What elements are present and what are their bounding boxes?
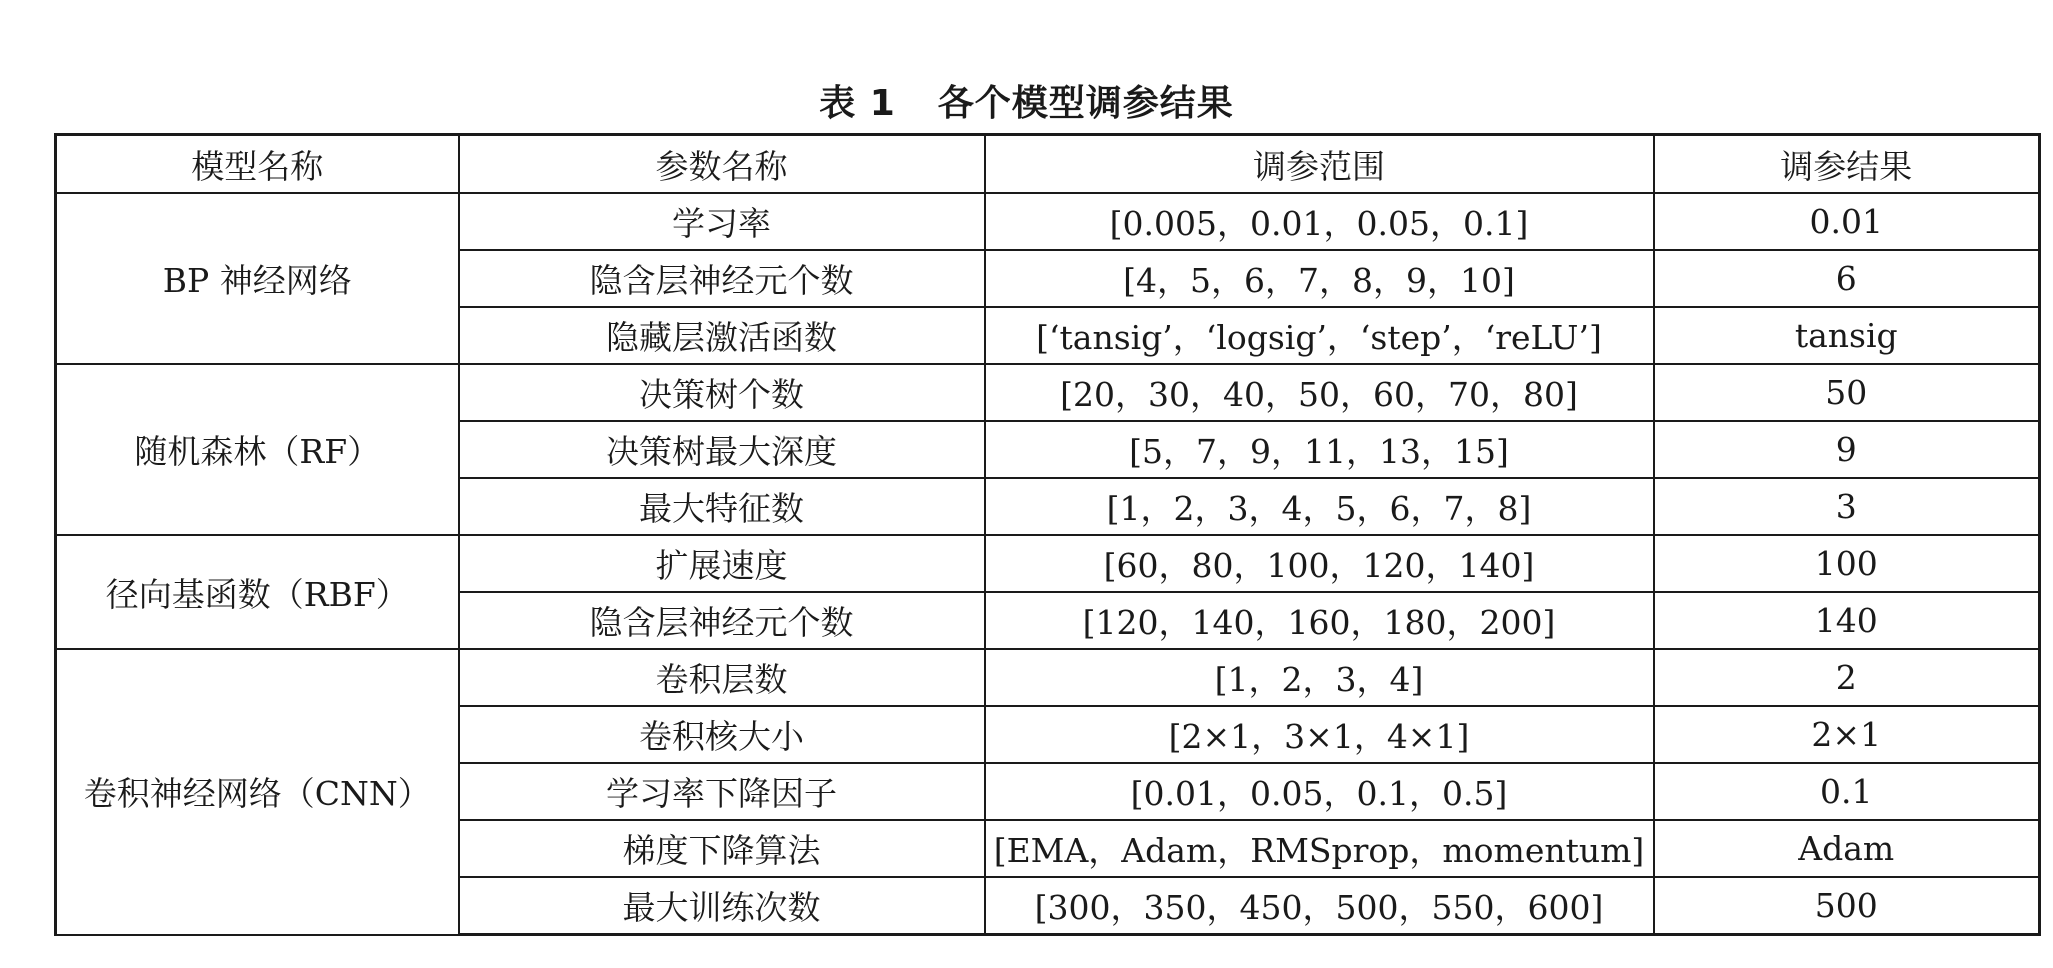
param-name-cell: 隐含层神经元个数 [459,592,985,649]
header-param-name: 参数名称 [459,135,985,194]
range-cell: [300，350，450，500，550，600] [985,877,1654,935]
result-cell: 2 [1654,649,2040,706]
header-model-name: 模型名称 [56,135,459,194]
result-cell: 9 [1654,421,2040,478]
param-name-cell: 卷积层数 [459,649,985,706]
range-cell: [4，5，6，7，8，9，10] [985,250,1654,307]
range-cell: [0.01，0.05，0.1，0.5] [985,763,1654,820]
range-cell: [1，2，3，4] [985,649,1654,706]
result-cell: 500 [1654,877,2040,935]
header-tuning-result: 调参结果 [1654,135,2040,194]
param-name-cell: 卷积核大小 [459,706,985,763]
result-cell: 0.01 [1654,193,2040,250]
table-row [56,649,2040,706]
table-number: 表 1 [819,83,896,124]
table-title: 各个模型调参结果 [937,83,1234,124]
result-cell: 6 [1654,250,2040,307]
header-tuning-range: 调参范围 [985,135,1654,194]
table-row [56,193,2040,250]
range-cell: [5，7，9，11，13，15] [985,421,1654,478]
param-name-cell: 决策树个数 [459,364,985,421]
result-cell: 2×1 [1654,706,2040,763]
result-cell: 3 [1654,478,2040,535]
header-row [56,135,2040,194]
param-name-cell: 决策树最大深度 [459,421,985,478]
parameter-tuning-table [54,133,2041,936]
range-cell: [1，2，3，4，5，6，7，8] [985,478,1654,535]
model-name-cell: 随机森林（RF） [56,364,459,535]
model-name-cell: BP 神经网络 [56,193,459,364]
result-cell: Adam [1654,820,2040,877]
param-name-cell: 隐含层神经元个数 [459,250,985,307]
range-cell: [‘tansig’，‘logsig’，‘step’，‘reLU’] [985,307,1654,364]
range-cell: [0.005，0.01，0.05，0.1] [985,193,1654,250]
range-cell: [2×1，3×1，4×1] [985,706,1654,763]
param-name-cell: 最大特征数 [459,478,985,535]
result-cell: 50 [1654,364,2040,421]
result-cell: 140 [1654,592,2040,649]
table-caption [0,78,2053,130]
table-row [56,535,2040,592]
range-cell: [60，80，100，120，140] [985,535,1654,592]
result-cell: 0.1 [1654,763,2040,820]
range-cell: [120，140，160，180，200] [985,592,1654,649]
model-name-cell: 径向基函数（RBF） [56,535,459,649]
table-row [56,364,2040,421]
param-name-cell: 梯度下降算法 [459,820,985,877]
range-cell: [20，30，40，50，60，70，80] [985,364,1654,421]
result-cell: 100 [1654,535,2040,592]
param-name-cell: 最大训练次数 [459,877,985,935]
range-cell: [EMA，Adam，RMSprop，momentum] [985,820,1654,877]
param-name-cell: 学习率 [459,193,985,250]
model-name-cell: 卷积神经网络（CNN） [56,649,459,935]
param-name-cell: 扩展速度 [459,535,985,592]
param-name-cell: 学习率下降因子 [459,763,985,820]
param-name-cell: 隐藏层激活函数 [459,307,985,364]
result-cell: tansig [1654,307,2040,364]
